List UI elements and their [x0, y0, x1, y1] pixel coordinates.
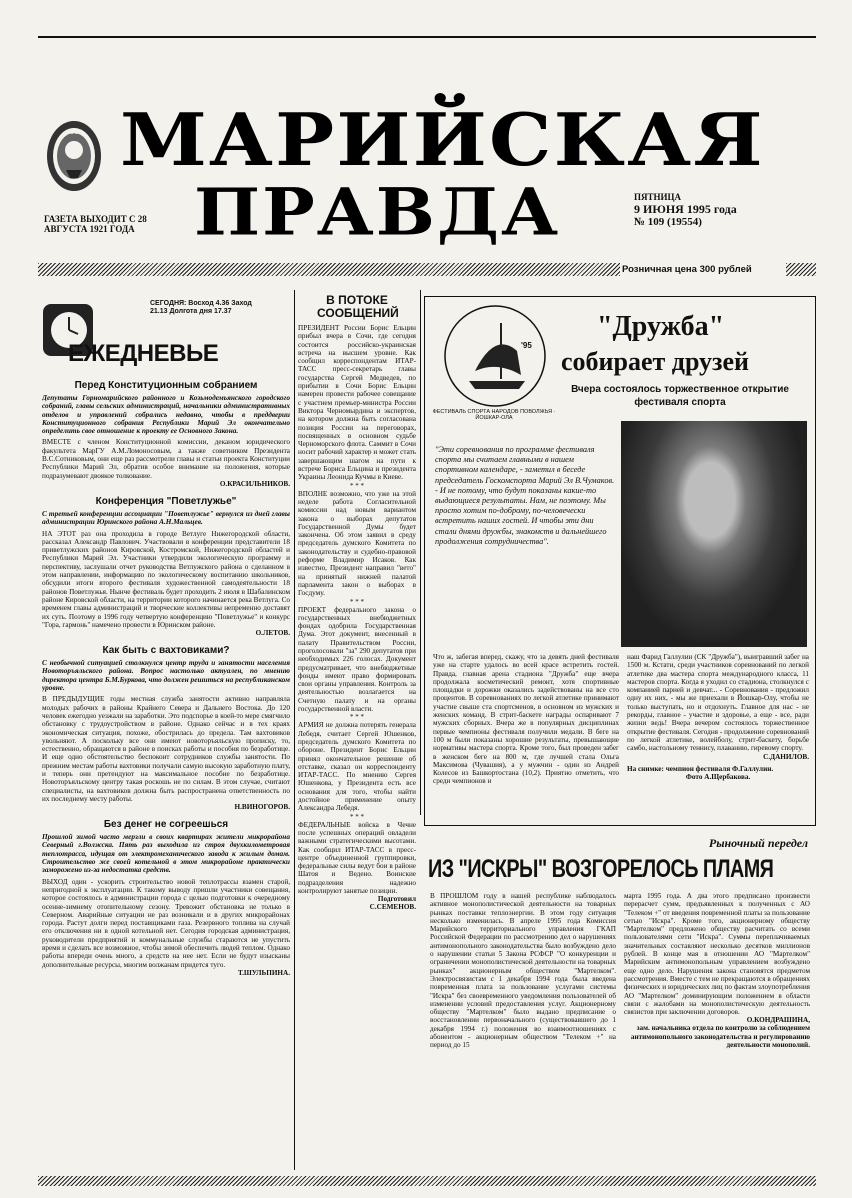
price-band — [38, 263, 620, 276]
article-3-title: Как быть с вахтовиками? — [102, 645, 230, 657]
news-sep-2: * * * — [350, 597, 364, 606]
article-2 — [42, 496, 290, 637]
news-item-4: АРМИЯ не должна потерять генерала Лебедя, считает Сергей Юшенков, председатель думского Комитета по обороне. Президент Борис Ельцин принял окончательное решение об отставке, сказал он корреспонденту ИТАР-ТАСС. По мнению Сергея Юшенкова, у Президента есть все основания для того, чтобы найти достойное применение опыту Александра Лебедя. — [298, 721, 416, 813]
issue-number: № 109 (19554) — [634, 216, 702, 228]
article-1-title: Перед Конституционным собранием — [74, 380, 258, 391]
news-sep-1: * * * — [350, 481, 364, 490]
sport-sig: С.ДАНИЛОВ. — [763, 752, 809, 761]
sport-box — [424, 296, 816, 826]
column-divider-1 — [294, 290, 295, 1170]
column-divider-2 — [420, 290, 421, 815]
news-sep-3: * * * — [350, 713, 364, 722]
article-3-sig: Н.ВИНОГОРОВ. — [234, 803, 290, 812]
news-item-3: ПРОЕКТ федерального закона о государственных внебюджетных фондах одобрила Государственная Дума. Этот документ, внесенный в палату Правительством России, проголосовали "за" 290 депутатов при необходимых 226 голосах. Документ предусматривает, что внебюджетные фонды имеют право формировать свои органы управления. Контроль за деятельностью возлагается на Счетную палату и на органы государственной власти. — [298, 605, 416, 714]
article-2-title: Конференция "Поветлужье" — [95, 495, 237, 507]
sport-col2 — [627, 653, 809, 781]
market-article — [424, 832, 816, 1172]
festival-logo-year: '95 — [521, 341, 532, 350]
article-3-lead: С необычной ситуацией столкнулся центр труда и занятости населения Новоторъяльского района. Вопрос настолько актуален, по мнению директора центра Б.М.Буркова, что должен решиться на республиканском уровне. — [42, 658, 290, 693]
athlete-photo — [621, 421, 807, 647]
article-1-sig: О.КРАСИЛЬНИКОВ. — [219, 479, 290, 488]
market-col2-text: марта 1995 года. А два этого предписано произвести перерасчет сумм, предъявленных к полученных с АО "Телеком +" от введения повременной платы за пользование сетью "Искра". Кроме того, акционерному обществу "Мартелком" предложено обществу расчитать со всеми пользователями сети "Искра". Суммы переплачиваемых значительных составляют несколько десятков миллионов рублей. В конце мая в отношении АО "Мартелком" Марийским антимонопольным управлением возбуждено еще одно дело. Нарушения закона становятся предметом рассмотрения. Вместе с тем не прекращаются в обращениях физических и юридических лиц по фактам злоупотребления АО "Мартелком" доминирующим положением в области связи с жалобами на монополистическую деятельность связистов при заключении договоров. — [624, 892, 810, 1017]
issue-info — [634, 192, 804, 229]
news-column — [298, 294, 416, 1170]
article-3 — [42, 645, 290, 811]
market-col2 — [624, 892, 810, 1049]
price-band-end — [786, 263, 816, 276]
news-item-1: ПРЕЗИДЕНТ России Борис Ельцин прибыл вчера в Сочи, где сегодня состоится российско-украинская встреча на высшем уровне. Как сообщил корреспондентам ИТАР-ТАСС пресс-секретарь главы государства Сергей Медведев, по прибытии в Сочи Борис Ельцин намерен провести рабочее совещание с участием премьер-министра России Виктора Черномырдина и экспертов, на котором должна быть согласована позиция России на переговорах, посвященных в основном судьбе Черноморского флота. Саммит в Сочи носит рабочий характер и может стать завершающим шагом на пути к встрече Бориса Ельцина и президента Украины Леонида Кучмы в Киеве. — [298, 324, 416, 482]
sport-quote: "Эти соревнования по программе фестиваля спорта мы считаем главными в нашем спортивном календаре, - заметил в беседе председатель Госкомспорта Марий Эл В.Чумаков. - И не потому, что будут показаны какие-то выдающиеся результаты. Нам, не поэтому. Мы просто хотим по-доброму, по-человечески встретить наших гостей. И чтобы эти дни стали днями дружбы, знакомств и дальнейшего продолжения сотрудничества". — [435, 445, 615, 546]
festival-logo-text: ФЕСТИВАЛЬ СПОРТА НАРОДОВ ПОВОЛЖЬЯ · ЙОШКАР-ОЛА — [432, 409, 556, 421]
sport-caption: На снимке: чемпион фестиваля Ф.Галлулин. — [627, 764, 774, 773]
price-label: Розничная цена 300 рублей — [622, 264, 752, 275]
news-sep-4: * * * — [350, 812, 364, 821]
article-4-sig: Т.ШУЛЬПИНА. — [238, 968, 290, 977]
article-2-sig: О.ЛЕТОВ. — [255, 629, 290, 638]
news-title: В ПОТОКЕ СООБЩЕНИЙ — [317, 294, 399, 320]
market-kicker: Рыночный передел — [708, 836, 808, 850]
founded-note: ГАЗЕТА ВЫХОДИТ С 28 АВГУСТА 1921 ГОДА — [44, 214, 147, 234]
issue-date: 9 ИЮНЯ 1995 года — [634, 202, 737, 216]
sport-title-line1: "Дружба" — [597, 311, 725, 342]
article-2-body: НА ЭТОТ раз она проходила в городе Ветлуге Нижегородской области, рассказал Александр Павлович. Участвовали в конференции представители 18 приветлужских районов Кировской, Костромской, Нижегородской областей и Республики Марий Эл. Участники утвердили экологическую программу и перспективу, заслушали отчет руководства Ветлужского района о сделанном в этом направлении, информацию по экологическому воспитанию школьников, обсудили итоги второго фестиваля художественной самодеятельности 18 районов Поветлужья. Нынче фестиваль будет проходить 2 июля в Шабалинском районе Кировской области, на территории которого начинается река Ветлуга. Со временем главы администраций и творческие коллективы непременно доставят их суть. Поэтому в 1996 году четвертую конференцию "Поветлужье" и конкурс "Гора, гармонь" намечено провести в Юринском районе. — [42, 529, 290, 629]
article-3-body: В ПРЕДЫДУЩИЕ годы местная служба занятости активно направляла молодых рабочих в районы Крайнего Севера и Дальнего Востока. До 120 человек ежегодно уезжали на заработки. Это подспорье в коей-то мере смягчило обстановку с трудоустройством в районе. Однако сейчас и в тех краях экономическая ситуация, похоже, обострилась до предела. Там вахтовиков увольняют. А поскольку все они имеют новоторъяльскую прописку, то, естественно, обращаются в районе в поисках работы и пособия по безработице. И еще одно обстоятельство беспокоит сотрудников службы занятости. По прежним местам работы вахтовики получали самую высокую заработную плату, и теперь они претендуют на максимальное пособие по безработице. Новоторъяльскому центру такая роскошь не по силам. В этом случае, считают специалисты, на вахтовиков должна быть распространена ответственность по их последнему месту работы. — [42, 695, 290, 803]
weekday: ПЯТНИЦА — [634, 192, 682, 202]
top-rule — [38, 36, 816, 38]
sport-subtitle: Вчера состоялось торжественное открытие фестиваля спорта — [571, 384, 789, 408]
article-2-lead: С третьей конференции ассоциации "Поветлужье" вернулся из дней главы администрации Юринского района А.Н.Мальцев. — [42, 508, 290, 527]
photo-credit: Фото А.Щербакова. — [685, 773, 751, 782]
daily-box-info: СЕГОДНЯ: Восход 4.36 Заход 21.13 Долгота дня 17.37 — [150, 300, 252, 315]
article-4-title: Без денег не согреешься — [103, 819, 229, 831]
sport-col1: Что ж, забегая вперед, скажу, что за девять дней фестиваля уже на старте удалось во всей красе встретить гостей. Правда, главная арена стадиона "Дружба" еще вчера продолжала косметический ремонт, хотя спортивные площадки и дорожки оказались задействованы на все сто процентов. В соревнованиях по легкой атлетике принимают участие свыше ста спортсменов, в основном из мужских и женских команд. В стрит-баскете награды оспаривают 7 мужских сборных. Вчера же в популярных дисциплинах первые чемпионы фестиваля получили медали. В беге на 100 м были показаны хорошие результаты, превышающие нормативы мастера спорта. Кроме того, был проведен забег в женском беге на 800 м, где лучшей стала Ольга Максимова (Чувашия), а у мужчин - один из Андрей Колесов из Башкортостана (10,2). Приятно отметить, что среди чемпионов и — [433, 653, 619, 786]
sport-title-line2: собирает друзей — [561, 347, 750, 376]
article-4-lead: Прошлой зимой часто мерзли в своих квартирах жители микрорайона Северный г.Волжска. Пять раз выходила из строя двухкилометровая теплотрасса, идущая от электромеханического завода к жилым домам. Строительство же своей котельной в этом микрорайоне практически заморожено из-за недостатка средств. — [42, 832, 290, 875]
article-4 — [42, 819, 290, 977]
article-1-lead: Депутаты Горномарийского районного и Козьмодемьянского городского собраний, главы сельских администраций, начальники административных отделов и управлений собрались недавно, чтобы в преддверии Конституционного собрания Республики Марий Эл окончательно определить свое отношение к проекту ее Основного Закона. — [42, 393, 290, 436]
daily-column — [42, 300, 290, 1180]
market-title: ИЗ "ИСКРЫ" ВОЗГОРЕЛОСЬ ПЛАМЯ — [428, 854, 774, 883]
market-col1: В ПРОШЛОМ году в нашей республике наблюдалось активное монополистической деятельности на товарных рынках поставки теплоэнергии. В этом году ситуация несколько изменилась. В апреле 1995 года Комиссия Марийского территориального управления ГКАП Российской Федерации по рассмотрению дел о нарушениях антимонопольного законодательства было возбуждено дело о нарушении статьи 5 Закона РСФСР "О конкуренции и ограничении монополистической деятельности на товарных рынках" акционерным обществом "Мартелком". Электросвязистам с 1 декабря 1994 года была введена повременная плата за пользование услугами системы "Искра" без своевременного уведомления пользователей об изменении условий предоставления услуг. Акционерному обществу "Мартелком" было выдано предписание о восстановлении первоначального (существовавшего до 1 декабря 1994 г.) положения во взаимоотношениях с абонентом - акционерным обществом "Телеком +" на период до 15 — [430, 892, 616, 1050]
daily-title: ЕЖЕДНЕВЬЕ — [68, 340, 219, 367]
news-item-5: ФЕДЕРАЛЬНЫЕ войска в Чечне после успешных операций овладели важными стратегическими высотами. Как сообщил ИТАР-ТАСС в пресс-центре объединенной группировки, федеральные силы ведут бои в районе Шатоя и Ведено. Воинские подразделения надежно контролируют занятые позиции. — [298, 820, 416, 895]
bottom-band — [38, 1176, 816, 1186]
article-4-body: ВЫХОД один - ускорить строительство новой теплотрассы взамен старой, непригодной к эксплуатации. К такому выводу пришли участники совещания, которое состоялось в администрации города с целью подготовки к очередному осенне-зимнему отопительному сезону. Тревожит обстановка не только в Северном. Аварийные ситуации не раз возникали и в других микрорайонах города. Растут долги перед поставщиками газа. Резервного топлива на случай его отключения ни в одной котельной нет. Сегодня городская администрация, руководители предприятий и коммунальные службы стараются не упустить время и сделать все возможное, чтобы зимой обеспечить людей теплом. Однако работы впереди очень много, а средств на нее нет. Если не будут изысканы дополнительные ресурсы, многим волжанам придется туго. — [42, 877, 290, 969]
article-1-body: ВМЕСТЕ с членом Конституционной комиссии, деканом юридического факультета МарГУ А.М.Ломоносовым, а также советником Президента В.С.Сотниковым, они еще раз рассмотрели главы и статьи проекта Конституции Республики Марий Эл, обратив особое внимание на положения, которые подразумевают двоякое толкование. — [42, 438, 290, 480]
festival-logo-icon — [435, 301, 555, 411]
market-sig: О.КОНДРАШИНА, — [746, 1016, 810, 1025]
market-sig-role: зам. начальника отдела по контролю за соблюдением антимонопольного законодательства и регулированию деятельности монополий. — [630, 1024, 810, 1050]
sport-col2-text: наш Фарид Галлулин (СК "Дружба"), выигравший забег на 1500 м. Кстати, среди участников соревнований по легкой атлетике два мастера спорта международного класса, 11 мастеров спорта. Когда я уходил со стадиона, столкнулся с компанией парней и девчат... - Соревнования - предложил одну их них, - мы же приехали в Йошкар-Олу, чтобы не только выступать, но и отдохнуть. Главное для нас - не рекорды, главное - участие и здоровье, а еще - все, ради жизни ведь! Вчера вечером состоялось торжественное открытие фестиваля. Сегодня - продолжение соревнований по легкой атлетике, волейболу, стрит-баскету, борьбе самбо, настольному теннису, плаванию, гиревому спорту. — [627, 653, 809, 753]
news-item-2: ВПОЛНЕ возможно, что уже на этой неделе работа Согласительной комиссии над новым вариантом закона о выборах депутатов Государственной Думы будет закончена. Об этом заявил в среду председатель думского Комитета по законодательству и судебно-правовой реформе Владимир Исаков. Как известно, Президент направил "вето" на принятый нижней палатой парламента закон о выборах в Госдуму. — [298, 489, 416, 598]
masthead-title-line2: ПРАВДА — [194, 173, 561, 250]
article-1 — [42, 380, 290, 488]
order-emblem-icon — [44, 118, 104, 194]
masthead-title-line1: МАРИЙСКАЯ — [120, 97, 765, 182]
news-sig: Подготовил С.СЕМЕНОВ. — [369, 895, 416, 912]
svg-text:СССР: СССР — [65, 130, 83, 136]
